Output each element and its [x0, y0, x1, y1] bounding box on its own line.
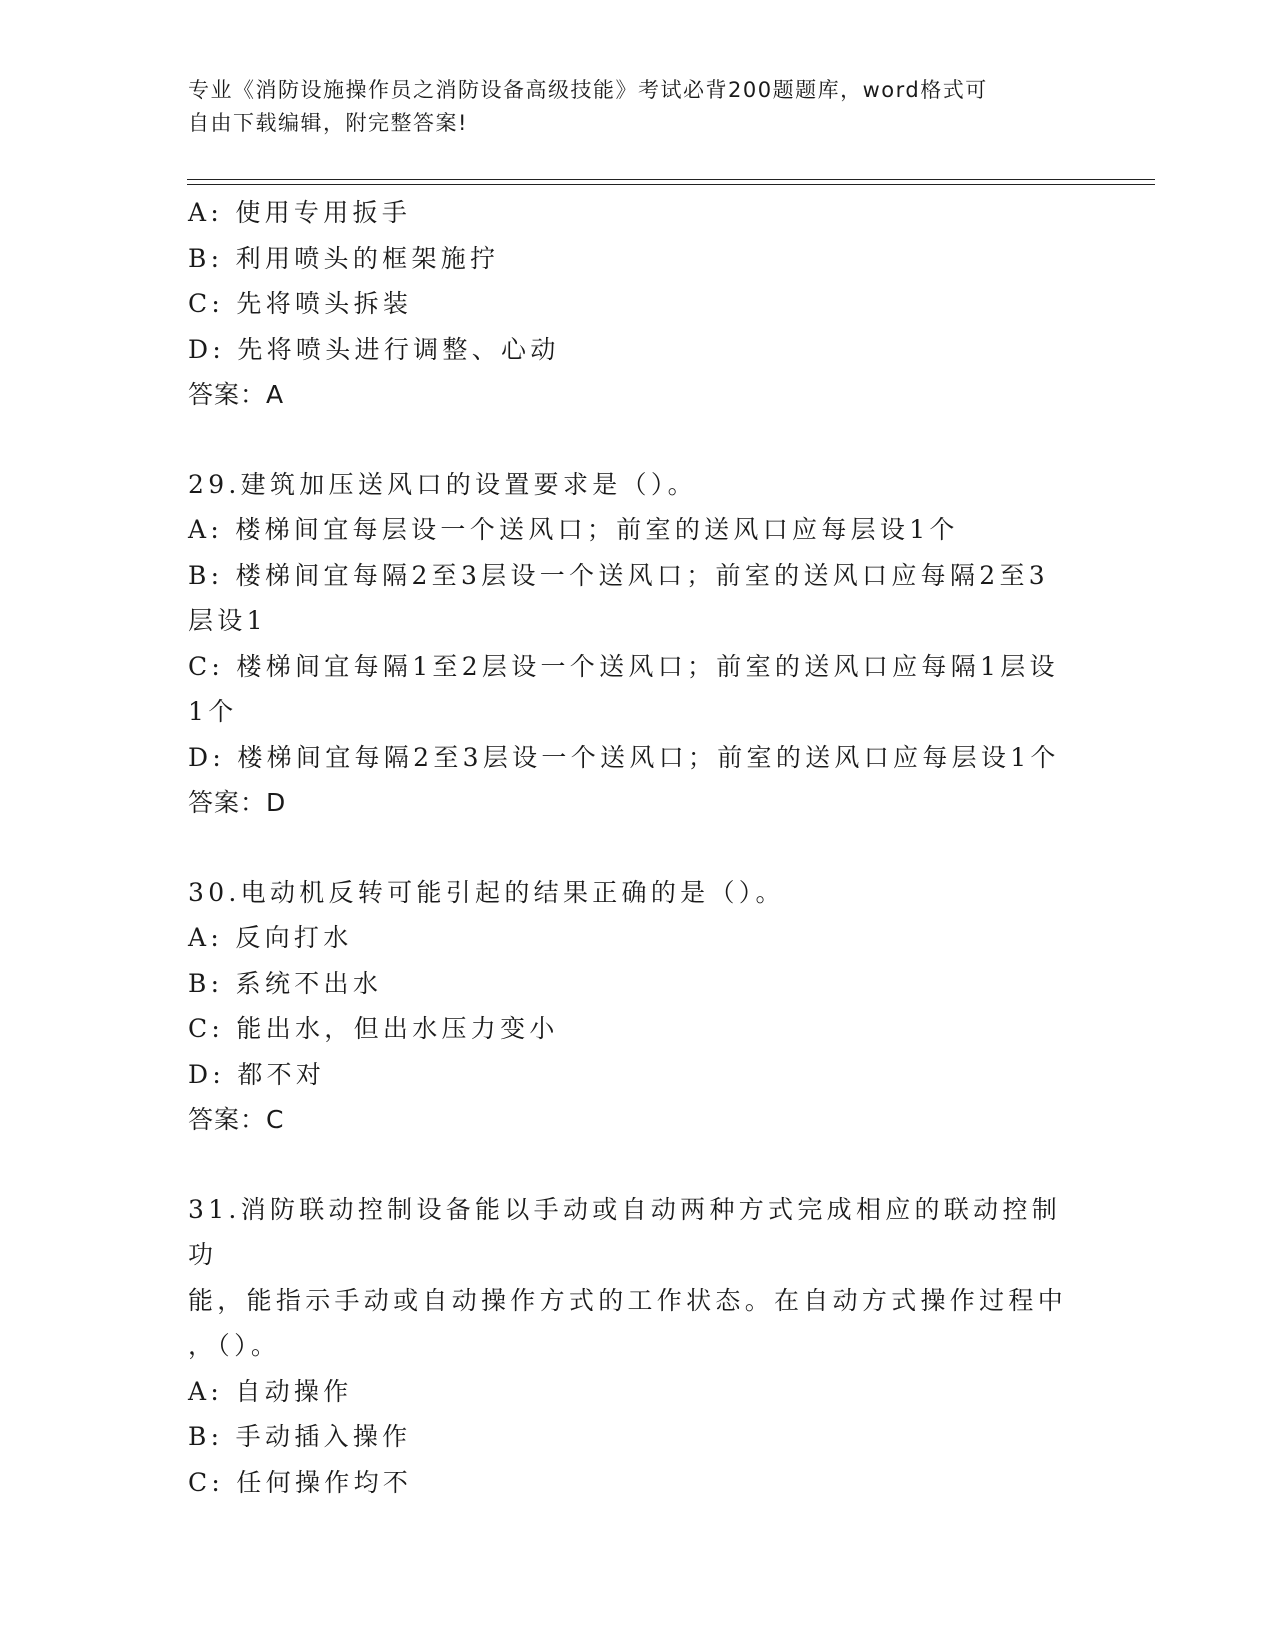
answer: 答案：C	[188, 1105, 285, 1134]
option-c-continued: 1个	[188, 697, 238, 726]
option-d: D: 先将喷头进行调整、心动	[188, 334, 560, 364]
option-d: D: 楼梯间宜每隔2至3层设一个送风口；前室的送风口应每层设1个	[188, 742, 1060, 772]
header-line-1: 专业《消防设施操作员之消防设备高级技能》考试必背200题题库，word格式可	[188, 78, 988, 102]
question-list	[188, 190, 1088, 1505]
question-stem-line-3: ，（）。	[188, 1331, 281, 1360]
option-c: C: 能出水，但出水压力变小	[188, 1014, 559, 1043]
question-31	[188, 1187, 1088, 1506]
option-a: A: 使用专用扳手	[188, 198, 412, 227]
option-d: D: 都不对	[188, 1059, 326, 1089]
option-b: B: 手动插入操作	[188, 1422, 412, 1451]
document-header	[188, 74, 1068, 140]
option-c: C: 先将喷头拆装	[188, 289, 413, 318]
question-stem: 30.电动机反转可能引起的结果正确的是（）。	[188, 877, 785, 907]
option-c: C: 任何操作均不	[188, 1467, 413, 1497]
question-29	[188, 462, 1088, 826]
option-a: A: 反向打水	[188, 923, 353, 952]
header-divider-top	[187, 179, 1155, 180]
option-a: A: 楼梯间宜每层设一个送风口；前室的送风口应每层设1个	[188, 515, 959, 544]
question-stem-line-2: 能，能指示手动或自动操作方式的工作状态。在自动方式操作过程中	[188, 1285, 1068, 1315]
answer: 答案：A	[188, 380, 285, 409]
header-divider-bottom	[187, 184, 1155, 185]
question-30	[188, 870, 1088, 1143]
question-28	[188, 190, 1088, 418]
option-a: A: 自动操作	[188, 1376, 353, 1406]
answer: 答案：D	[188, 788, 287, 817]
option-b: B: 利用喷头的框架施拧	[188, 243, 500, 273]
question-stem: 29.建筑加压送风口的设置要求是（）。	[188, 469, 697, 499]
option-c: C: 楼梯间宜每隔1至2层设一个送风口；前室的送风口应每隔1层设	[188, 651, 1059, 681]
question-stem-line-1: 31.消防联动控制设备能以手动或自动两种方式完成相应的联动控制功	[188, 1194, 1062, 1269]
header-line-2: 自由下载编辑，附完整答案!	[188, 111, 468, 135]
option-b-continued: 层设1	[188, 606, 267, 635]
option-b: B: 系统不出水	[188, 968, 383, 998]
option-b: B: 楼梯间宜每隔2至3层设一个送风口；前室的送风口应每隔2至3	[188, 560, 1049, 590]
